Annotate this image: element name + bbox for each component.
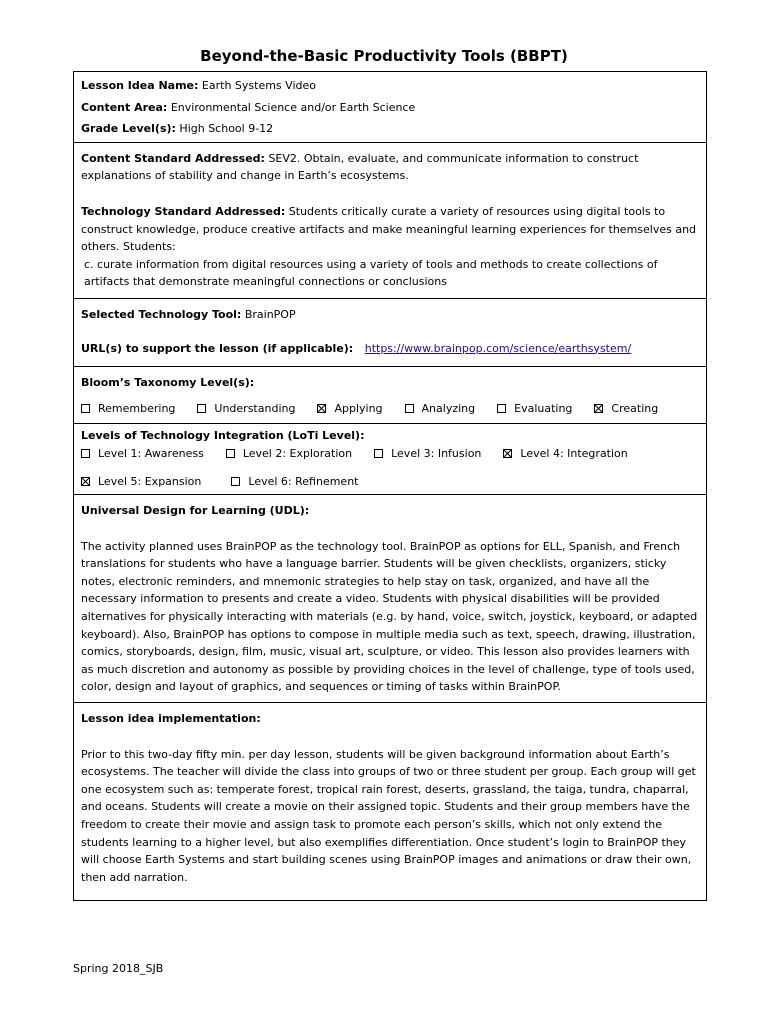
content-area-line	[81, 99, 700, 117]
checked-box-icon[interactable]	[503, 449, 512, 458]
standards-section	[74, 142, 706, 298]
loti-checkbox-row-2	[81, 473, 700, 491]
loti-checkbox-row-1	[81, 445, 700, 463]
technology-standard-label: Technology Standard Addressed:	[81, 204, 286, 218]
bbpt-form	[73, 71, 707, 901]
content-area-value: Environmental Science and/or Earth Science	[170, 100, 416, 114]
grade-level-label: Grade Level(s):	[81, 122, 176, 136]
udl-section	[74, 494, 706, 702]
checkbox-label: Applying	[334, 401, 383, 415]
lesson-name-label: Lesson Idea Name:	[81, 79, 199, 92]
checkbox-label: Level 3: Infusion	[391, 446, 482, 460]
content-standard-label: Content Standard Addressed:	[81, 151, 265, 165]
implementation-text: Prior to this two-day fifty min. per day lesson, students will be given background information about Earth’s ecosystems. The teacher will divide the class into groups of two or three student per group. Each group will get one ecosystem such as: temperate forest, tropical rain forest, deserts, grassland, the taiga, tundra, chaparral, and oceans. Students will create a movie on their assigned topic. Students and their group members have the freedom to create their movie and assign task to promote each person’s skills, which not only extend the students learning to a higher level, but also exemplifies differentiation. Once student’s login to BrainPOP they will choose Earth Systems and start building scenes using BrainPOP images and animations or draw their own, then add narration.	[81, 747, 696, 884]
loti-section	[74, 423, 706, 494]
blooms-label: Bloom’s Taxonomy Level(s):	[81, 376, 255, 390]
checkbox-label: Understanding	[214, 401, 296, 415]
checkbox-label: Level 5: Expansion	[98, 474, 202, 488]
selected-tool-value: BrainPOP	[244, 307, 296, 321]
technology-standard	[81, 203, 700, 256]
blooms-checkbox-list	[81, 400, 700, 418]
content-area-label: Content Area:	[81, 100, 168, 114]
checkbox-label: Evaluating	[514, 401, 573, 415]
unchecked-box-icon[interactable]	[405, 404, 414, 413]
checkbox-label: Level 6: Refinement	[248, 474, 359, 488]
implementation-section	[74, 702, 706, 900]
checkbox-label: Creating	[611, 401, 659, 415]
unchecked-box-icon[interactable]	[374, 449, 383, 458]
selected-tool-label: Selected Technology Tool:	[81, 307, 242, 321]
checkbox-label: Level 2: Exploration	[242, 446, 353, 460]
technology-standard-item: c. curate information from digital resources using a variety of tools and methods to create collections of artifacts that demonstrate meaningful connections or conclusions	[84, 257, 658, 289]
checkbox-label: Remembering	[98, 401, 176, 415]
checkbox-option[interactable]	[503, 445, 627, 463]
implementation-label: Lesson idea implementation:	[81, 712, 261, 726]
checkbox-option[interactable]	[497, 400, 572, 418]
checkbox-option[interactable]	[197, 400, 295, 418]
grade-level-value: High School 9-12	[179, 122, 274, 136]
blooms-section	[74, 366, 706, 423]
footer-note: Spring 2018_SJB	[73, 962, 164, 975]
lesson-name-line	[81, 77, 700, 95]
checkbox-option[interactable]	[81, 445, 204, 463]
selected-tool-line	[81, 306, 700, 324]
content-standard	[81, 150, 700, 185]
checkbox-option[interactable]	[317, 400, 382, 418]
checkbox-option[interactable]	[594, 400, 658, 418]
checkbox-option[interactable]	[405, 400, 476, 418]
checkbox-label: Level 1: Awareness	[98, 446, 204, 460]
unchecked-box-icon[interactable]	[81, 404, 90, 413]
checked-box-icon[interactable]	[81, 477, 90, 486]
checkbox-option[interactable]	[374, 445, 481, 463]
url-line	[81, 340, 700, 358]
unchecked-box-icon[interactable]	[226, 449, 235, 458]
unchecked-box-icon[interactable]	[497, 404, 506, 413]
checkbox-option[interactable]	[231, 473, 358, 491]
checked-box-icon[interactable]	[594, 404, 603, 413]
loti-label: Levels of Technology Integration (LoTi Level):	[81, 429, 365, 443]
page-title: Beyond-the-Basic Productivity Tools (BBPT)	[200, 47, 568, 65]
checkbox-option[interactable]	[81, 400, 175, 418]
technology-standard-value: Students critically curate a variety of resources using digital tools to construct knowledge, produce creative artifacts and make meaningful learning experiences for themselves and others. Students:	[81, 204, 697, 254]
checkbox-option[interactable]	[226, 445, 352, 463]
unchecked-box-icon[interactable]	[231, 477, 240, 486]
grade-level-line	[81, 120, 700, 138]
unchecked-box-icon[interactable]	[197, 404, 206, 413]
checkbox-option[interactable]	[81, 473, 201, 491]
lesson-url-link[interactable]: https://www.brainpop.com/science/earthsystem/	[364, 341, 632, 355]
unchecked-box-icon[interactable]	[81, 449, 90, 458]
content-standard-value: SEV2. Obtain, evaluate, and communicate information to construct explanations of stability and change in Earth’s ecosystems.	[81, 151, 639, 183]
url-label: URL(s) to support the lesson (if applicable):	[81, 341, 354, 355]
checkbox-label: Analyzing	[421, 401, 476, 415]
checked-box-icon[interactable]	[317, 404, 326, 413]
lesson-name-value: Earth Systems Video	[201, 79, 316, 92]
udl-label: Universal Design for Learning (UDL):	[81, 504, 310, 518]
lesson-info-section	[74, 72, 706, 142]
technology-tool-section	[74, 298, 706, 366]
checkbox-label: Level 4: Integration	[520, 446, 628, 460]
udl-text: The activity planned uses BrainPOP as the technology tool. BrainPOP as options for ELL, Spanish, and French translations for students who have a language barrier. Students will be given checklists, organizers, sticky notes, electronic reminders, and mnemonic strategies to help stay on task, organized, and have all the necessary information to presents and create a video. Students with physical disabilities will be provided alternatives for physically interacting with materials (e.g. by hand, voice, switch, joystick, keyboard, or adapted keyboard). Also, BrainPOP has options to compose in multiple media such as text, speech, drawing, illustration, comics, storyboards, design, film, music, visual art, sculpture, or video. This lesson also provides learners with as much discretion and autonomy as possible by providing choices in the level of challenge, type of tools used, color, design and layout of graphics, and sequences or timing of tasks within BrainPOP.	[81, 539, 698, 694]
